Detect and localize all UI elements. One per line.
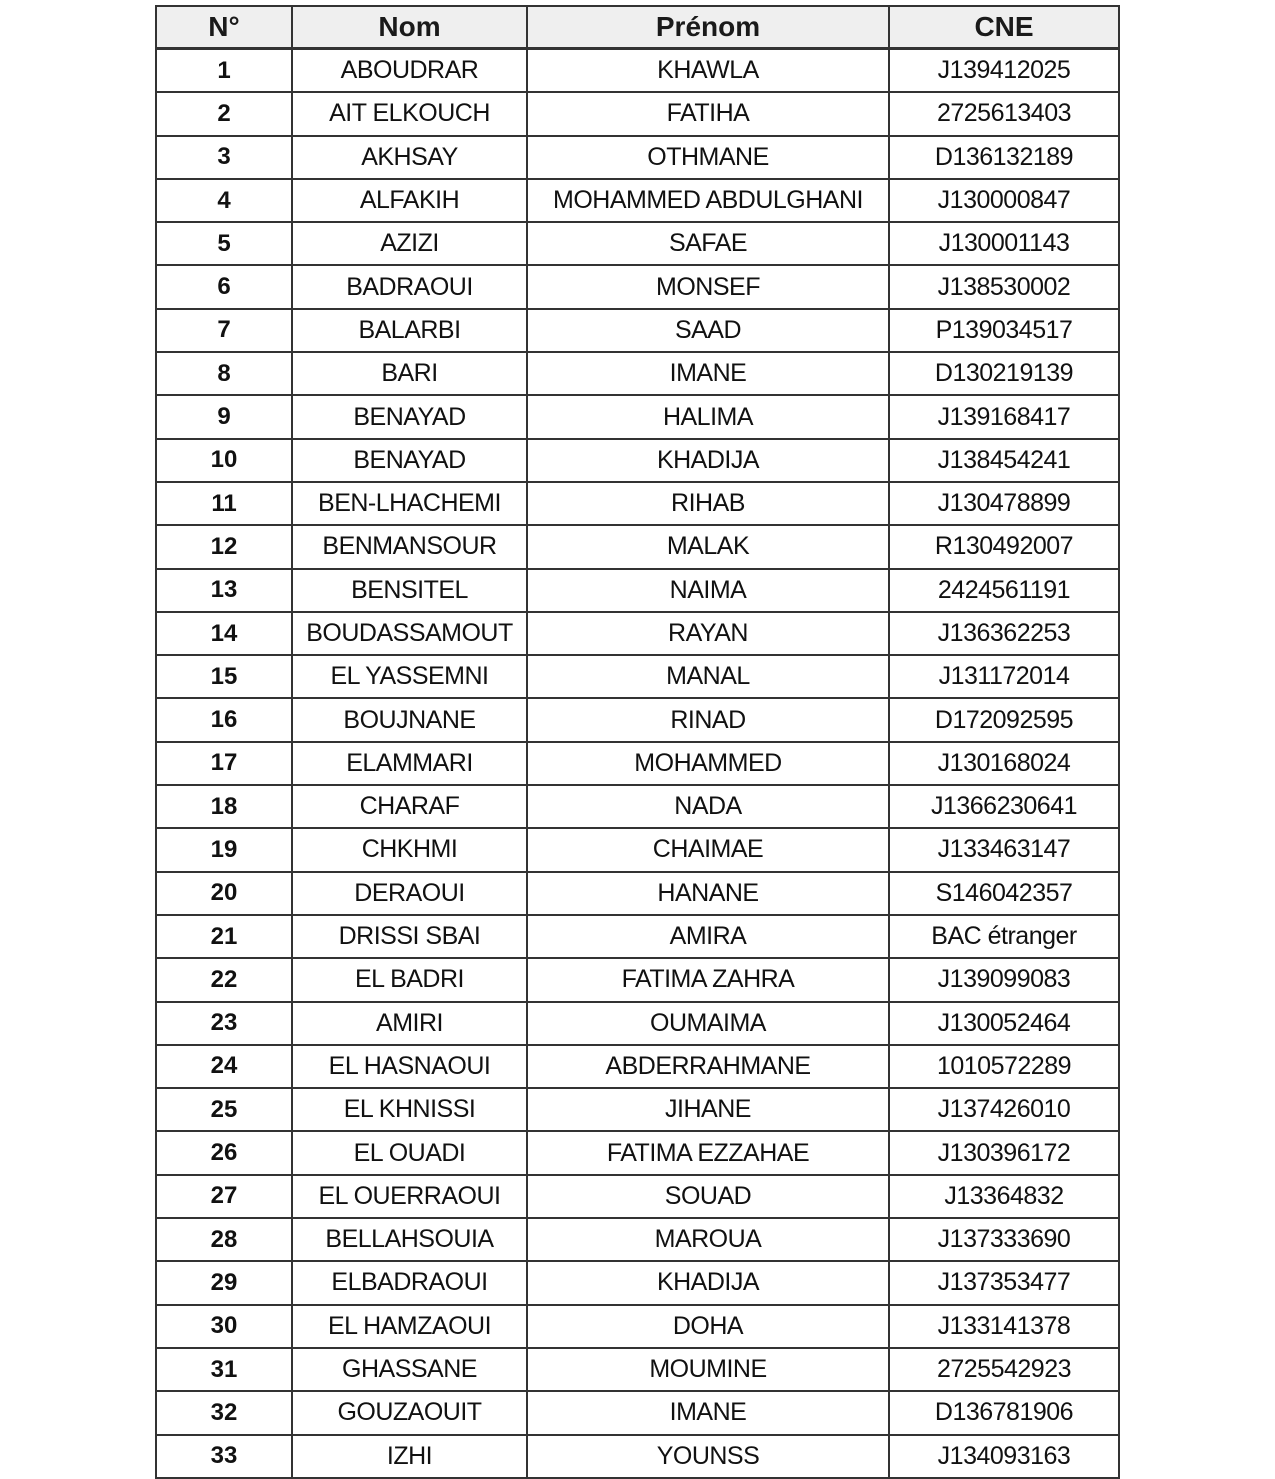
cell-nom: BENAYAD: [292, 395, 527, 438]
table-row: [156, 785, 1119, 828]
cell-cne: J130396172: [889, 1131, 1119, 1174]
table-row: [156, 49, 1119, 93]
cell-cne: J137426010: [889, 1088, 1119, 1131]
cell-number: 24: [156, 1045, 292, 1088]
cell-number: 25: [156, 1088, 292, 1131]
cell-cne: D172092595: [889, 698, 1119, 741]
cell-nom: BARI: [292, 352, 527, 395]
cell-nom: ELAMMARI: [292, 742, 527, 785]
cell-number: 8: [156, 352, 292, 395]
cell-prenom: HANANE: [527, 872, 889, 915]
cell-prenom: FATIMA ZAHRA: [527, 958, 889, 1001]
cell-nom: GHASSANE: [292, 1348, 527, 1391]
students-table-container: [155, 5, 1118, 1479]
cell-number: 3: [156, 136, 292, 179]
cell-cne: J137353477: [889, 1261, 1119, 1304]
cell-cne: D130219139: [889, 352, 1119, 395]
cell-nom: AKHSAY: [292, 136, 527, 179]
table-row: [156, 222, 1119, 265]
cell-cne: J139412025: [889, 49, 1119, 93]
cell-cne: J133463147: [889, 828, 1119, 871]
cell-nom: BENSITEL: [292, 569, 527, 612]
cell-cne: J133141378: [889, 1305, 1119, 1348]
cell-prenom: MALAK: [527, 525, 889, 568]
table-row: [156, 265, 1119, 308]
cell-nom: ABOUDRAR: [292, 49, 527, 93]
cell-number: 32: [156, 1391, 292, 1434]
cell-prenom: ABDERRAHMANE: [527, 1045, 889, 1088]
cell-cne: J13364832: [889, 1175, 1119, 1218]
cell-prenom: KHADIJA: [527, 439, 889, 482]
cell-number: 28: [156, 1218, 292, 1261]
cell-nom: EL KHNISSI: [292, 1088, 527, 1131]
cell-prenom: SOUAD: [527, 1175, 889, 1218]
table-row: [156, 612, 1119, 655]
cell-prenom: MOHAMMED: [527, 742, 889, 785]
cell-cne: J130052464: [889, 1002, 1119, 1045]
cell-prenom: KHADIJA: [527, 1261, 889, 1304]
cell-number: 13: [156, 569, 292, 612]
table-row: [156, 872, 1119, 915]
cell-nom: BALARBI: [292, 309, 527, 352]
cell-nom: BENAYAD: [292, 439, 527, 482]
cell-cne: D136781906: [889, 1391, 1119, 1434]
cell-prenom: IMANE: [527, 1391, 889, 1434]
cell-nom: AMIRI: [292, 1002, 527, 1045]
cell-number: 19: [156, 828, 292, 871]
cell-cne: 2725542923: [889, 1348, 1119, 1391]
cell-number: 15: [156, 655, 292, 698]
cell-number: 14: [156, 612, 292, 655]
cell-number: 10: [156, 439, 292, 482]
table-body: [156, 49, 1119, 1478]
cell-prenom: RAYAN: [527, 612, 889, 655]
cell-prenom: MONSEF: [527, 265, 889, 308]
cell-prenom: FATIHA: [527, 92, 889, 135]
cell-nom: BEN-LHACHEMI: [292, 482, 527, 525]
cell-prenom: IMANE: [527, 352, 889, 395]
cell-cne: J130000847: [889, 179, 1119, 222]
cell-nom: BELLAHSOUIA: [292, 1218, 527, 1261]
cell-cne: 1010572289: [889, 1045, 1119, 1088]
cell-cne: 2725613403: [889, 92, 1119, 135]
cell-nom: BADRAOUI: [292, 265, 527, 308]
cell-cne: P139034517: [889, 309, 1119, 352]
table-row: [156, 655, 1119, 698]
table-row: [156, 958, 1119, 1001]
cell-number: 20: [156, 872, 292, 915]
header-prenom: Prénom: [527, 6, 889, 49]
table-row: [156, 1435, 1119, 1478]
cell-nom: IZHI: [292, 1435, 527, 1478]
cell-prenom: MANAL: [527, 655, 889, 698]
cell-prenom: OTHMANE: [527, 136, 889, 179]
cell-number: 7: [156, 309, 292, 352]
cell-cne: J138454241: [889, 439, 1119, 482]
cell-nom: CHARAF: [292, 785, 527, 828]
cell-nom: BOUJNANE: [292, 698, 527, 741]
cell-prenom: HALIMA: [527, 395, 889, 438]
cell-nom: ELBADRAOUI: [292, 1261, 527, 1304]
cell-prenom: FATIMA EZZAHAE: [527, 1131, 889, 1174]
students-table: [155, 5, 1120, 1479]
cell-nom: ALFAKIH: [292, 179, 527, 222]
cell-nom: EL BADRI: [292, 958, 527, 1001]
table-row: [156, 92, 1119, 135]
table-row: [156, 569, 1119, 612]
cell-nom: EL HAMZAOUI: [292, 1305, 527, 1348]
cell-number: 30: [156, 1305, 292, 1348]
table-row: [156, 1348, 1119, 1391]
table-row: [156, 136, 1119, 179]
cell-cne: J1366230641: [889, 785, 1119, 828]
cell-cne: J138530002: [889, 265, 1119, 308]
cell-cne: J130478899: [889, 482, 1119, 525]
table-row: [156, 1002, 1119, 1045]
cell-prenom: NADA: [527, 785, 889, 828]
table-row: [156, 352, 1119, 395]
table-row: [156, 1261, 1119, 1304]
cell-number: 2: [156, 92, 292, 135]
cell-nom: CHKHMI: [292, 828, 527, 871]
cell-nom: EL OUERRAOUI: [292, 1175, 527, 1218]
cell-number: 16: [156, 698, 292, 741]
cell-cne: J134093163: [889, 1435, 1119, 1478]
cell-nom: EL HASNAOUI: [292, 1045, 527, 1088]
table-row: [156, 1305, 1119, 1348]
table-row: [156, 1218, 1119, 1261]
cell-prenom: SAAD: [527, 309, 889, 352]
cell-number: 1: [156, 49, 292, 93]
header-cne: CNE: [889, 6, 1119, 49]
table-row: [156, 1045, 1119, 1088]
cell-number: 29: [156, 1261, 292, 1304]
table-row: [156, 1088, 1119, 1131]
cell-prenom: OUMAIMA: [527, 1002, 889, 1045]
cell-number: 26: [156, 1131, 292, 1174]
cell-number: 31: [156, 1348, 292, 1391]
cell-number: 12: [156, 525, 292, 568]
cell-prenom: MOHAMMED ABDULGHANI: [527, 179, 889, 222]
cell-cne: J139099083: [889, 958, 1119, 1001]
cell-prenom: CHAIMAE: [527, 828, 889, 871]
cell-nom: EL YASSEMNI: [292, 655, 527, 698]
table-row: [156, 309, 1119, 352]
table-row: [156, 525, 1119, 568]
cell-number: 5: [156, 222, 292, 265]
cell-prenom: RINAD: [527, 698, 889, 741]
cell-nom: DERAOUI: [292, 872, 527, 915]
cell-cne: J131172014: [889, 655, 1119, 698]
cell-number: 11: [156, 482, 292, 525]
table-row: [156, 742, 1119, 785]
table-row: [156, 1391, 1119, 1434]
table-row: [156, 439, 1119, 482]
cell-nom: BENMANSOUR: [292, 525, 527, 568]
cell-prenom: DOHA: [527, 1305, 889, 1348]
cell-cne: BAC étranger: [889, 915, 1119, 958]
cell-nom: AZIZI: [292, 222, 527, 265]
cell-cne: J130001143: [889, 222, 1119, 265]
cell-number: 18: [156, 785, 292, 828]
cell-prenom: YOUNSS: [527, 1435, 889, 1478]
cell-number: 21: [156, 915, 292, 958]
cell-number: 17: [156, 742, 292, 785]
header-row: [156, 6, 1119, 49]
table-row: [156, 698, 1119, 741]
cell-number: 6: [156, 265, 292, 308]
cell-nom: BOUDASSAMOUT: [292, 612, 527, 655]
cell-prenom: NAIMA: [527, 569, 889, 612]
cell-cne: J136362253: [889, 612, 1119, 655]
cell-prenom: SAFAE: [527, 222, 889, 265]
cell-number: 4: [156, 179, 292, 222]
cell-cne: J139168417: [889, 395, 1119, 438]
cell-prenom: RIHAB: [527, 482, 889, 525]
table-row: [156, 395, 1119, 438]
cell-prenom: JIHANE: [527, 1088, 889, 1131]
table-row: [156, 828, 1119, 871]
header-number: N°: [156, 6, 292, 49]
cell-cne: J130168024: [889, 742, 1119, 785]
table-row: [156, 482, 1119, 525]
cell-cne: R130492007: [889, 525, 1119, 568]
cell-prenom: MAROUA: [527, 1218, 889, 1261]
cell-number: 23: [156, 1002, 292, 1045]
header-nom: Nom: [292, 6, 527, 49]
cell-number: 33: [156, 1435, 292, 1478]
table-header: [156, 6, 1119, 49]
table-row: [156, 915, 1119, 958]
cell-nom: GOUZAOUIT: [292, 1391, 527, 1434]
cell-number: 9: [156, 395, 292, 438]
cell-nom: DRISSI SBAI: [292, 915, 527, 958]
cell-cne: D136132189: [889, 136, 1119, 179]
cell-cne: J137333690: [889, 1218, 1119, 1261]
cell-cne: 2424561191: [889, 569, 1119, 612]
table-row: [156, 1175, 1119, 1218]
cell-nom: AIT ELKOUCH: [292, 92, 527, 135]
cell-prenom: KHAWLA: [527, 49, 889, 93]
table-row: [156, 1131, 1119, 1174]
cell-number: 27: [156, 1175, 292, 1218]
cell-nom: EL OUADI: [292, 1131, 527, 1174]
cell-prenom: AMIRA: [527, 915, 889, 958]
cell-prenom: MOUMINE: [527, 1348, 889, 1391]
cell-number: 22: [156, 958, 292, 1001]
cell-cne: S146042357: [889, 872, 1119, 915]
table-row: [156, 179, 1119, 222]
